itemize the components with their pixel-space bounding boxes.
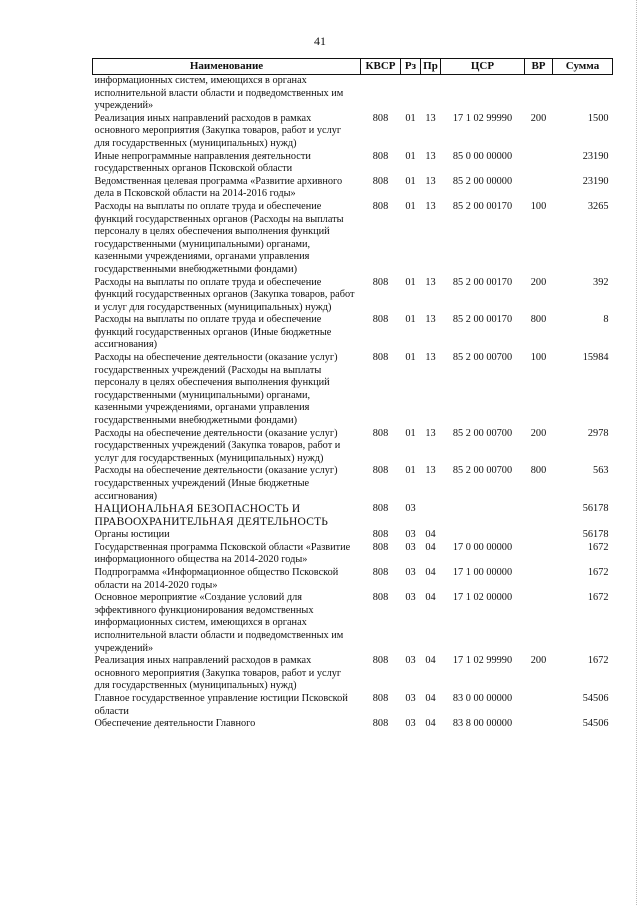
row-sum: 1672 [587, 541, 609, 553]
row-pr: 04 [425, 541, 436, 553]
row-rz: 01 [405, 352, 416, 364]
row-kvsr: 808 [372, 592, 389, 604]
row-sum: 8 [603, 314, 609, 326]
row-sum: 563 [593, 465, 609, 477]
row-name: Главное государственное управление юстиции Псковской области [94, 692, 348, 717]
row-kvsr: 808 [372, 465, 389, 477]
row-pr: 13 [425, 465, 436, 477]
row-name: Государственная программа Псковской области «Развитие информационного общества на 2014-2020 годы» [94, 541, 351, 566]
row-name: Реализация иных направлений расходов в рамках основного мероприятия (Закупка товаров, работ и услуг для государственных (муниципальных) нужд) [94, 112, 342, 149]
row-rz: 01 [405, 314, 416, 326]
row-vr [525, 718, 553, 731]
row-csr: 85 2 00 00170 [452, 200, 513, 212]
table-row [93, 465, 613, 503]
row-csr: 17 0 00 00000 [452, 541, 513, 553]
row-sum: 15984 [582, 352, 609, 364]
row-vr [525, 529, 553, 542]
row-rz: 03 [405, 529, 416, 541]
row-pr: 04 [425, 566, 436, 578]
row-csr: 17 1 02 00000 [452, 592, 513, 604]
row-name: Расходы на обеспечение деятельности (оказание услуг) государственных учреждений (Расходы на выплаты персоналу в целях обеспечения выполнения функций государственными (муниципальными) органами, казенными учреждениями, органами управления государственными внебюджетными фондами) [94, 352, 338, 427]
header-csr: ЦСР [441, 59, 525, 75]
row-csr: 83 0 00 00000 [452, 692, 513, 704]
row-rz: 01 [405, 175, 416, 187]
row-sum: 23190 [582, 150, 609, 162]
row-name: Расходы на обеспечение деятельности (оказание услуг) государственных учреждений (Закупка товаров, работ и услуг для государственных (муниципальных) нужд) [94, 427, 341, 464]
row-rz: 01 [405, 276, 416, 288]
row-csr: 17 1 02 99990 [452, 112, 513, 124]
row-vr [525, 151, 553, 176]
table-row [93, 113, 613, 151]
table-row [93, 529, 613, 542]
row-kvsr: 808 [372, 314, 389, 326]
row-vr: 200 [530, 655, 547, 667]
row-rz: 03 [405, 655, 416, 667]
row-rz: 01 [405, 150, 416, 162]
row-sum: 1672 [587, 566, 609, 578]
table-row [93, 503, 613, 529]
page-number: 41 [314, 34, 326, 48]
row-csr: 85 2 00 00170 [452, 314, 513, 326]
row-kvsr [361, 75, 401, 113]
row-csr: 85 2 00 00700 [452, 352, 513, 364]
row-pr: 13 [425, 150, 436, 162]
row-kvsr: 808 [372, 503, 389, 515]
row-kvsr: 808 [372, 427, 389, 439]
row-pr: 13 [425, 314, 436, 326]
row-sum: 54506 [582, 692, 609, 704]
header-pr: Пр [421, 59, 441, 75]
row-pr: 13 [425, 276, 436, 288]
row-kvsr: 808 [372, 718, 389, 730]
row-name: Расходы на выплаты по оплате труда и обеспечение функций государственных органов (Иные бюджетные ассигнования) [94, 314, 332, 351]
row-name: Ведомственная целевая программа «Развитие архивного дела в Псковской области на 2014-2016 годы» [94, 175, 343, 200]
row-rz: 03 [405, 718, 416, 730]
row-name: Иные непрограммные направления деятельности государственных органов Псковской области [94, 150, 311, 175]
table-row [93, 718, 613, 731]
row-kvsr: 808 [372, 352, 389, 364]
table-row [93, 567, 613, 592]
row-vr [525, 75, 553, 113]
row-sum: 1500 [587, 112, 609, 124]
table-row [93, 151, 613, 176]
scan-edge-line [635, 0, 637, 905]
row-vr: 200 [530, 276, 547, 288]
row-name: Реализация иных направлений расходов в рамках основного мероприятия (Закупка товаров, работ и услуг для государственных (муниципальных) нужд) [94, 655, 342, 692]
budget-table [92, 58, 613, 731]
table-row [93, 176, 613, 201]
row-vr: 100 [530, 200, 547, 212]
row-sum: 23190 [582, 175, 609, 187]
row-kvsr: 808 [372, 655, 389, 667]
row-csr: 85 2 00 00000 [452, 175, 513, 187]
header-sum: Сумма [553, 59, 613, 75]
row-csr: 85 2 00 00700 [452, 465, 513, 477]
table-row [93, 352, 613, 428]
row-vr [525, 503, 553, 529]
table-row [93, 655, 613, 693]
row-name: Основное мероприятие «Создание условий для эффективного функционирования ведомственных информационных систем, имеющихся в органах исполнительной власти области и подведомственных им учреждений» [94, 592, 344, 654]
row-pr: 04 [425, 692, 436, 704]
table-row [93, 314, 613, 352]
row-pr: 13 [425, 200, 436, 212]
row-csr [441, 503, 525, 529]
table-row [93, 277, 613, 315]
table-row [93, 542, 613, 567]
row-csr: 85 0 00 00000 [452, 150, 513, 162]
row-vr: 800 [530, 314, 547, 326]
row-pr: 04 [425, 718, 436, 730]
row-rz [401, 75, 421, 113]
header-kvsr: КВСР [361, 59, 401, 75]
row-rz: 03 [405, 566, 416, 578]
row-name: НАЦИОНАЛЬНАЯ БЕЗОПАСНОСТЬ И ПРАВООХРАНИТЕЛЬНАЯ ДЕЯТЕЛЬНОСТЬ [94, 503, 329, 529]
row-pr: 13 [425, 427, 436, 439]
row-kvsr: 808 [372, 541, 389, 553]
header-rz: Рз [401, 59, 421, 75]
row-csr [441, 529, 525, 542]
row-pr [421, 503, 441, 529]
row-kvsr: 808 [372, 175, 389, 187]
table-row [93, 201, 613, 277]
row-vr [525, 567, 553, 592]
row-rz: 03 [405, 503, 416, 515]
row-kvsr: 808 [372, 529, 389, 541]
row-vr: 200 [530, 112, 547, 124]
row-kvsr: 808 [372, 566, 389, 578]
table-header-row [93, 59, 613, 75]
row-pr [421, 75, 441, 113]
row-vr [525, 176, 553, 201]
row-kvsr: 808 [372, 200, 389, 212]
table-row [93, 693, 613, 718]
row-name: Обеспечение деятельности Главного [94, 718, 256, 730]
row-vr [525, 693, 553, 718]
row-kvsr: 808 [372, 112, 389, 124]
row-pr: 04 [425, 529, 436, 541]
row-rz: 03 [405, 592, 416, 604]
row-name: Расходы на выплаты по оплате труда и обеспечение функций государственных органов (Закупка товаров, работ и услуг для государственных (муниципальных) нужд) [94, 276, 355, 313]
row-kvsr: 808 [372, 276, 389, 288]
row-csr: 17 1 00 00000 [452, 566, 513, 578]
row-rz: 01 [405, 427, 416, 439]
row-rz: 03 [405, 692, 416, 704]
row-sum: 56178 [582, 529, 609, 541]
table-row [93, 428, 613, 466]
row-kvsr: 808 [372, 150, 389, 162]
row-pr: 13 [425, 175, 436, 187]
row-kvsr: 808 [372, 692, 389, 704]
row-vr [525, 542, 553, 567]
row-pr: 04 [425, 655, 436, 667]
header-name: Наименование [93, 59, 361, 75]
table-body [93, 75, 613, 731]
row-rz: 03 [405, 541, 416, 553]
row-vr: 800 [530, 465, 547, 477]
row-name: Расходы на выплаты по оплате труда и обеспечение функций государственных органов (Расходы на выплаты персоналу в целях обеспечения выполнения функций государственными (муниципальными) органами, казенными учреждениями, органами управления государственными внебюджетными фондами) [94, 200, 344, 275]
row-sum: 56178 [582, 503, 609, 515]
row-rz: 01 [405, 465, 416, 477]
row-pr: 13 [425, 112, 436, 124]
row-sum: 1672 [587, 655, 609, 667]
row-name: Расходы на обеспечение деятельности (оказание услуг) государственных учреждений (Иные бюджетные ассигнования) [94, 465, 338, 502]
row-name: Органы юстиции [94, 529, 170, 541]
row-sum: 54506 [582, 718, 609, 730]
row-rz: 01 [405, 112, 416, 124]
header-vr: ВР [525, 59, 553, 75]
row-name: Подпрограмма «Информационное общество Псковской области на 2014-2020 годы» [94, 566, 339, 591]
row-sum: 1672 [587, 592, 609, 604]
row-name: информационных систем, имеющихся в органах исполнительной власти области и подведомственных им учреждений» [94, 75, 344, 112]
row-pr: 04 [425, 592, 436, 604]
table-row [93, 592, 613, 655]
row-sum: 392 [593, 276, 609, 288]
row-sum: 2978 [587, 427, 609, 439]
table-row [93, 75, 613, 113]
row-csr: 17 1 02 99990 [452, 655, 513, 667]
row-pr: 13 [425, 352, 436, 364]
row-vr: 200 [530, 427, 547, 439]
row-csr: 83 8 00 00000 [452, 718, 513, 730]
row-sum: 3265 [587, 200, 609, 212]
row-csr: 85 2 00 00700 [452, 427, 513, 439]
row-vr: 100 [530, 352, 547, 364]
row-sum [553, 75, 613, 113]
row-rz: 01 [405, 200, 416, 212]
row-csr [441, 75, 525, 113]
row-vr [525, 592, 553, 655]
row-csr: 85 2 00 00170 [452, 276, 513, 288]
